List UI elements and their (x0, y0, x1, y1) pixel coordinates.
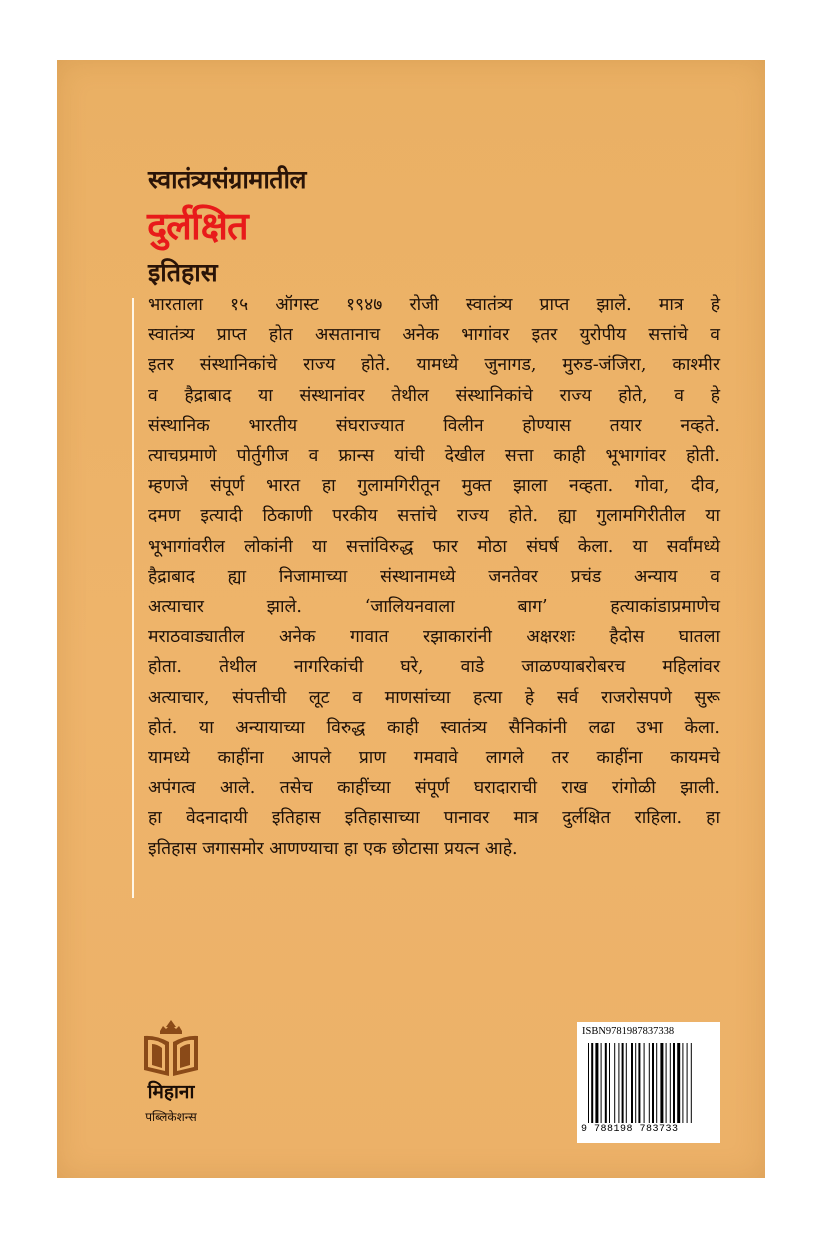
blurb-line: हैद्राबाद ह्या निजामाच्या संस्थानामध्ये जनतेवर प्रचंड अन्याय व (148, 566, 720, 587)
blurb-line: मराठवाड्यातील अनेक गावात रझाकारांनी अक्षरशः हैदोस घातला (148, 627, 720, 648)
isbn-label: ISBN9781987837338 (582, 1026, 675, 1037)
barcode-bar (649, 1043, 650, 1123)
publisher-name: मिहाना (147, 1081, 195, 1103)
barcode-bar (605, 1043, 607, 1123)
title-line-1: स्वातंत्र्यसंग्रामातील (148, 165, 306, 194)
blurb-line: अपंगत्व आले. तसेच काहींच्या संपूर्ण घरादाराची राख रांगोळी झाली. (148, 778, 720, 799)
blurb-line: त्याचप्रमाणे पोर्तुगीज व फ्रान्स यांची देखील सत्ता काही भूभागांवर होती. (148, 446, 720, 467)
barcode-bar (622, 1043, 624, 1123)
publisher-subtitle: पब्लिकेशन्स (145, 1110, 197, 1124)
barcode-bar (644, 1043, 645, 1123)
blurb-line: भूभागांवरील लोकांनी या सत्तांविरुद्ध फार मोठा संघर्ष केला. या सर्वांमध्ये (148, 536, 720, 557)
barcode-bar (666, 1043, 667, 1123)
barcode-bar (670, 1043, 671, 1123)
blurb-line: अत्याचार झाले. ‘जालियनवाला बाग’ हत्याकांडाप्रमाणेच (148, 597, 720, 618)
blurb-line: इतर संस्थानिकांचे राज्य होते. यामध्ये जुनागड, मुरुड-जंजिरा, काश्मीर (148, 355, 720, 376)
barcode-bar (601, 1043, 602, 1123)
barcode-bar (656, 1043, 657, 1123)
blurb-line: संस्थानिक भारतीय संघराज्यात विलीन होण्यास तयार नव्हते. (148, 415, 720, 436)
accent-divider (132, 298, 134, 898)
blurb-line: यामध्ये काहींना आपले प्राण गमवावे लागले तर काहींना कायमचे (148, 748, 720, 769)
title-line-3: इतिहास (148, 258, 218, 287)
book-logo-icon (136, 1018, 206, 1078)
barcode-bar (687, 1043, 688, 1123)
barcode-bar (591, 1043, 593, 1123)
blurb-line: व हैद्राबाद या संस्थानांवर तेथील संस्थानिकांचे राज्य होते, व हे (148, 385, 720, 406)
barcode-bar (609, 1043, 610, 1123)
barcode-icon (588, 1043, 714, 1123)
blurb-line: हा वेदनादायी इतिहास इतिहासाच्या पानावर मात्र दुर्लक्षित राहिला. हा (148, 808, 720, 829)
barcode-bar (614, 1043, 615, 1123)
barcode-bar (652, 1043, 654, 1123)
barcode-bar (626, 1043, 627, 1123)
blurb-line: दमण इत्यादी ठिकाणी परकीय सत्तांचे राज्य होते. ह्या गुलामगिरीतील या (148, 506, 720, 527)
blurb-line: भारताला १५ ऑगस्ट १९४७ रोजी स्वातंत्र्य प्राप्त झाले. मात्र हे (148, 295, 720, 315)
blurb-line: स्वातंत्र्य प्राप्त होत असतानाच अनेक भागांवर इतर युरोपीय सत्तांचे व (148, 325, 720, 346)
barcode-bar (682, 1043, 683, 1123)
barcode-bar (635, 1043, 636, 1123)
barcode-bar (618, 1043, 619, 1123)
barcode-bar (673, 1043, 675, 1123)
blurb-line: अत्याचार, संपत्तीची लूट व माणसांच्या हत्या हे सर्व राजरोसपणे सुरू (148, 687, 720, 708)
blurb-line: म्हणजे संपूर्ण भारत हा गुलामगिरीतून मुक्त झाला नव्हता. गोवा, दीव, (148, 476, 720, 497)
barcode-bar (595, 1043, 598, 1123)
isbn-digits: 9 788198 783733 (581, 1124, 679, 1135)
blurb-line: होता. तेथील नागरिकांची घरे, वाडे जाळण्याबरोबरच महिलांवर (148, 657, 720, 678)
blurb-line: इतिहास जगासमोर आणण्याचा हा एक छोटासा प्रयत्न आहे. (148, 838, 518, 859)
barcode-bar (631, 1043, 633, 1123)
title-line-2: दुर्लक्षित (147, 203, 248, 248)
barcode-bar (660, 1043, 663, 1123)
barcode-bar (638, 1043, 640, 1123)
blurb-paragraph (148, 290, 720, 864)
barcode-bar (677, 1043, 680, 1123)
barcode-bar (691, 1043, 692, 1123)
blurb-line: होतं. या अन्यायाच्या विरुद्ध काही स्वातंत्र्य सैनिकांनी लढा उभा केला. (148, 717, 720, 738)
barcode-bar (588, 1043, 589, 1123)
